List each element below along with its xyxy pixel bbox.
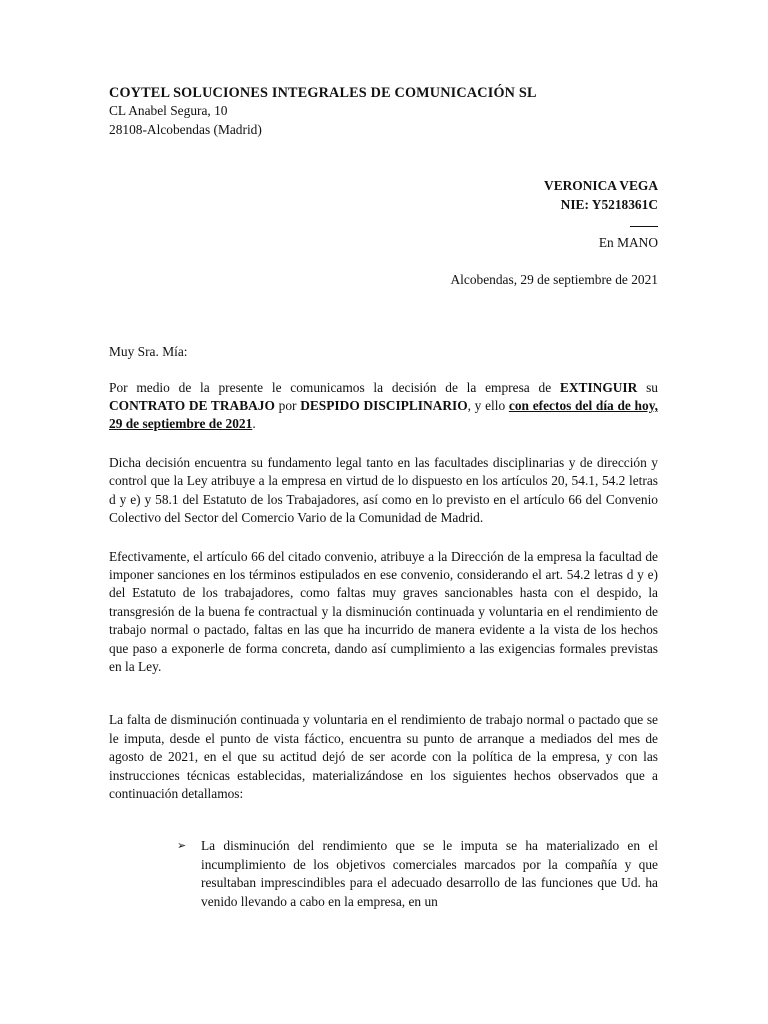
facts-list xyxy=(177,837,658,911)
paragraph-legal-basis: Dicha decisión encuentra su fundamento legal tanto en las facultades disciplinarias y de dirección y control que la Ley atribuye a la empresa en virtud de lo dispuesto en los artículos 20, 54.1, 54.2 letras d y e) y 58.1 del Estatuto de los Trabajadores, así como en lo previsto en el artículo 66 del Convenio Colectivo del Sector del Comercio Vario de la Comunidad de Madrid. xyxy=(109,454,658,526)
letter-date: Alcobendas, 29 de septiembre de 2021 xyxy=(450,271,658,287)
extinguir-text: EXTINGUIR xyxy=(559,379,638,395)
recipient-delivery: En MANO xyxy=(598,235,658,251)
recipient-nie: NIE: Y5218361C xyxy=(560,196,658,212)
greeting: Muy Sra. Mía: xyxy=(109,344,188,360)
arrow-bullet-icon: ➢ xyxy=(177,839,187,853)
list-item-text: La disminución del rendimiento que se le imputa se ha materializado en el incumplimiento de los objetivos comerciales marcados por la compañía y que resultaban imprescindibles para el adecuado desarrollo de las funciones que Ud. ha venido llevando a cabo en la empresa, en un xyxy=(201,838,658,909)
contrato-text: CONTRATO DE TRABAJO xyxy=(109,398,275,414)
paragraph-decision: Por medio de la presente le comunicamos la decisión de la empresa de EXTINGUIR su CONTRATO DE TRABAJO por DESPIDO DISCIPLINARIO, y ello con efectos del día de hoy, 29 de septiembre de 2021. xyxy=(109,379,659,432)
sender-address-line1: CL Anabel Segura, 10 xyxy=(109,103,228,119)
sender-company-name: COYTEL SOLUCIONES INTEGRALES DE COMUNICACIÓN SL xyxy=(109,85,537,101)
recipient-block xyxy=(109,177,658,253)
recipient-name: VERONICA VEGA xyxy=(544,178,658,194)
sender-block xyxy=(109,84,658,139)
despido-text: DESPIDO DISCIPLINARIO xyxy=(300,398,468,414)
list-item xyxy=(177,837,658,911)
paragraph-convenio: Efectivamente, el artículo 66 del citado convenio, atribuye a la Dirección de la empresa la facultad de imponer sanciones en los términos estipulados en ese convenio, considerando el art. 54.2 letras d y e) del Estatuto de los trabajadores, como faltas muy graves sancionables hasta con el despido, la transgresión de la buena fe contractual y la disminución continuada y voluntaria en el rendimiento de trabajo normal o pactado, faltas en las que ha incurrido de manera evidente a la vista de los hechos que paso a exponerle de forma concreta, dando así cumplimiento a las exigencias formales previstas en la Ley. xyxy=(109,548,658,674)
effective-date-text: con efectos del día de hoy, 29 de septiembre de 2021 xyxy=(109,398,659,432)
paragraph-facts-intro: La falta de disminución continuada y voluntaria en el rendimiento de trabajo normal o pactado que se le imputa, desde el punto de vista fáctico, encuentra su punto de arranque a mediados del mes de agosto de 2021, en el que su actitud dejó de ser acorde con la política de la empresa, y con las instrucciones técnicas establecidas, materializándose en los siguientes hechos observados que a continuación detallamos: xyxy=(109,712,658,801)
recipient-separator xyxy=(630,214,658,227)
sender-address-line2: 28108-Alcobendas (Madrid) xyxy=(109,121,262,137)
letter-page xyxy=(109,84,658,911)
